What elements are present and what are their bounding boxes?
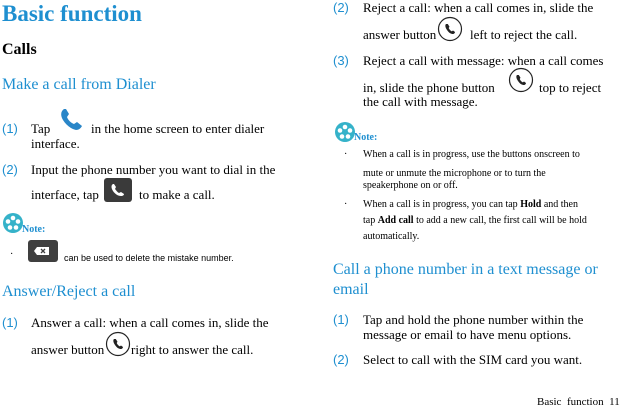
delete-key-icon: [28, 240, 58, 262]
reject-msg-step3-text-b: in, slide the phone button: [363, 80, 495, 95]
subheading-call-from-message-2: email: [333, 281, 369, 298]
note1-text: can be used to delete the mistake number.: [64, 253, 234, 263]
section-heading-calls: Calls: [2, 41, 37, 58]
note-label: Note:: [354, 132, 378, 143]
bullet: ·: [344, 149, 348, 160]
message-step1-text-b: message or email to have menu options.: [363, 327, 572, 342]
note2-b1-line1: When a call is in progress, use the buttons onscreen to: [363, 149, 580, 160]
dialer-step1-text-b: in the home screen to enter dialer: [91, 121, 265, 136]
note2-b2-line3: automatically.: [363, 231, 420, 242]
message-step2-text: Select to call with the SIM card you want.: [363, 352, 583, 367]
step-number: (1): [2, 121, 18, 136]
bullet: ·: [10, 249, 14, 260]
note2-b2-line1: When a call is in progress, you can tap Hold and then: [363, 199, 578, 210]
answer-step1-text-b: answer button: [31, 342, 105, 357]
reject-msg-step3-text-c: top to reject: [539, 80, 602, 95]
dialer-step1-text-c: interface.: [31, 136, 80, 151]
step-number: (2): [333, 352, 349, 367]
reject-step2-text-a: Reject a call: when a call comes in, slide the: [363, 0, 594, 15]
subheading-dialer: Make a call from Dialer: [2, 76, 156, 93]
reject-step2-text-b: answer button: [363, 27, 437, 42]
call-button-icon: [104, 178, 132, 202]
step-number: (1): [333, 312, 349, 327]
answer-step1-text-c: right to answer the call.: [131, 342, 254, 357]
subheading-call-from-message: Call a phone number in a text message or: [333, 261, 598, 278]
subheading-answer-reject: Answer/Reject a call: [2, 283, 136, 300]
note2-b2-line2: tap Add call to add a new call, the first call will be hold: [363, 215, 587, 226]
reject-button-icon: [437, 16, 463, 47]
note2-b1-line2: mute or unmute the microphone or to turn the: [363, 168, 546, 179]
phone-button-icon: [508, 67, 534, 98]
reject-msg-step3-text-a: Reject a call with message: when a call comes: [363, 53, 604, 68]
note-icon: [2, 212, 24, 239]
bullet: ·: [344, 199, 348, 210]
step-number: (1): [2, 315, 18, 330]
step-number: (3): [333, 53, 349, 68]
page-title: Basic function: [2, 1, 142, 26]
step-number: (2): [2, 162, 18, 177]
note-label: Note:: [22, 224, 46, 235]
dialer-step1-text: Tap: [31, 121, 51, 136]
message-step1-text-a: Tap and hold the phone number within the: [363, 312, 584, 327]
dialer-step2-text-c: to make a call.: [139, 187, 215, 202]
answer-button-icon: [105, 331, 131, 362]
note-icon: [334, 121, 356, 148]
dialer-step2-text-a: Input the phone number you want to dial in the: [31, 162, 276, 177]
reject-step2-text-c: left to reject the call.: [470, 27, 578, 42]
step-number: (2): [333, 0, 349, 15]
phone-app-icon: [58, 106, 86, 137]
answer-step1-text-a: Answer a call: when a call comes in, slide the: [31, 315, 269, 330]
dialer-step2-text-b: interface, tap: [31, 187, 99, 202]
page-footer: Basic function 11: [537, 396, 620, 408]
reject-msg-step3-text-d: the call with message.: [363, 94, 478, 109]
note2-b1-line3: speakerphone on or off.: [363, 180, 458, 191]
